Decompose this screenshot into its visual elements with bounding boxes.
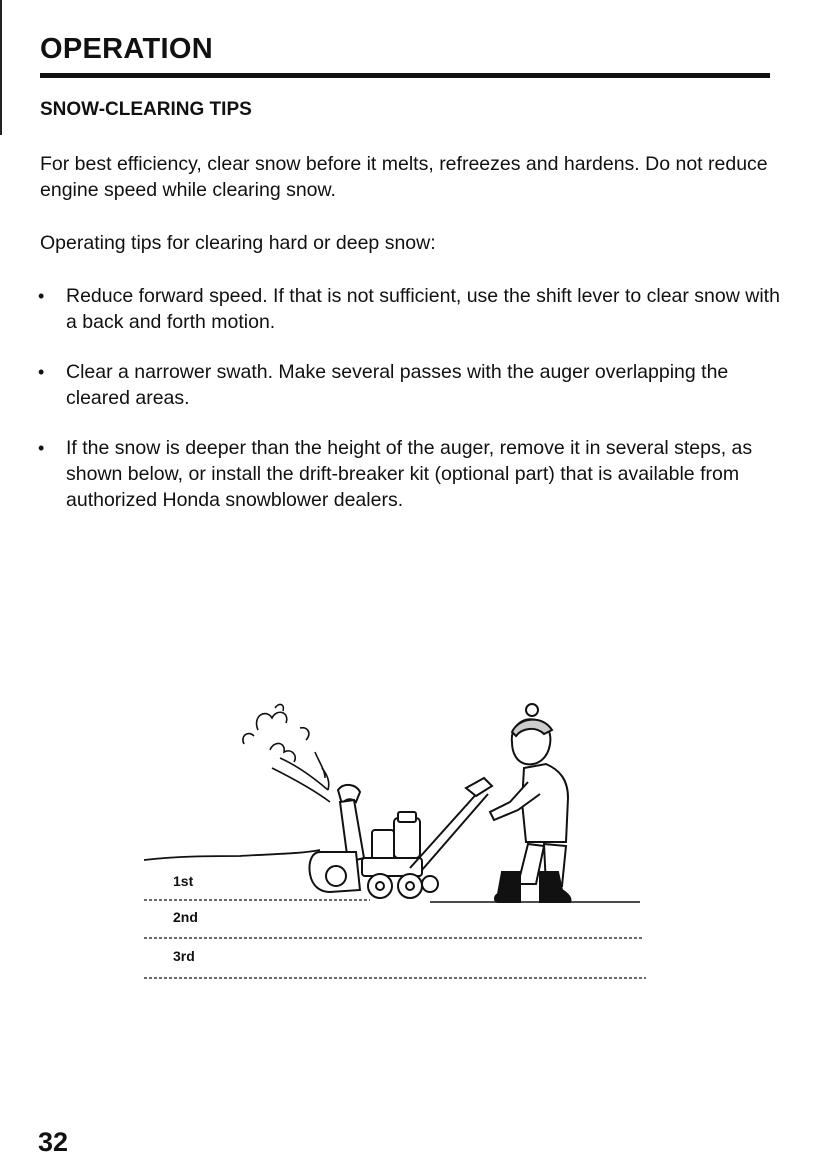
bullet-icon: • (38, 362, 45, 382)
bullet-icon: • (38, 286, 45, 306)
snow-spray (243, 704, 330, 802)
tips-list (40, 283, 780, 513)
operator-figure (490, 704, 571, 902)
tip-text: If the snow is deeper than the height of the auger, remove it in several steps, as shown below, or install the drift-breaker kit (optional part) that is available from authorized Honda snowblower dealers. (66, 437, 753, 511)
bullet-icon: • (38, 438, 45, 458)
page-number: 32 (38, 1127, 69, 1157)
snow-surface (144, 850, 320, 860)
tip-item (40, 435, 780, 513)
intro-paragraph: For best efficiency, clear snow before it melts, refreezes and hardens. Do not reduce engine speed while clearing snow. (40, 153, 768, 201)
tip-text: Reduce forward speed. If that is not sufficient, use the shift lever to clear snow with a back and forth motion. (66, 285, 780, 333)
snow-layers-illustration (140, 690, 660, 990)
layer-label-2nd: 2nd (173, 909, 198, 925)
layer-label-1st: 1st (173, 873, 194, 889)
tip-item (40, 283, 780, 335)
section-title: OPERATION (40, 33, 213, 65)
tip-text: Clear a narrower swath. Make several passes with the auger overlapping the cleared areas. (66, 361, 729, 409)
snowblower (309, 778, 492, 898)
layer-label-3rd: 3rd (173, 948, 195, 964)
title-rule (40, 73, 770, 78)
lead-in-paragraph: Operating tips for clearing hard or deep snow: (40, 232, 436, 254)
page-edge-mark (0, 0, 2, 135)
tip-item (40, 359, 780, 411)
subsection-title: SNOW-CLEARING TIPS (40, 99, 252, 120)
